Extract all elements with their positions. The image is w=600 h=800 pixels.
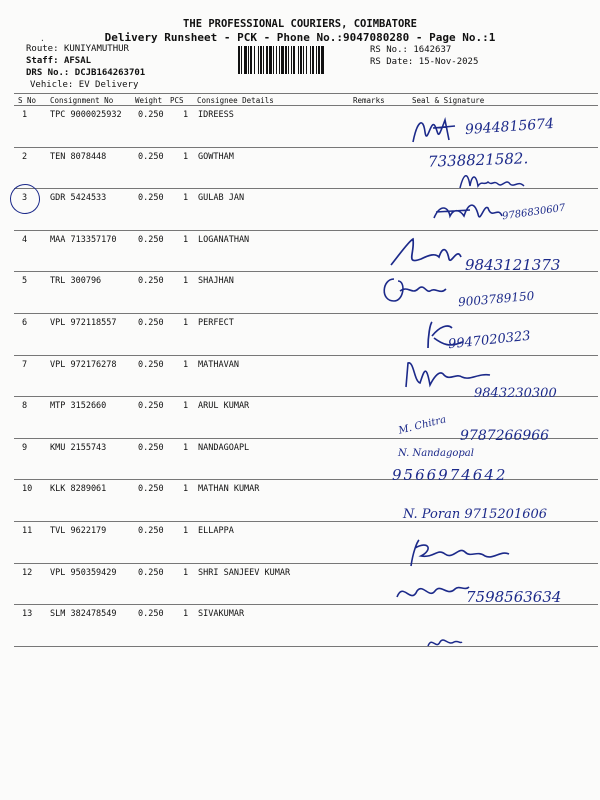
barcode-bar: [303, 46, 304, 74]
barcode-bar: [254, 46, 255, 74]
handwritten-name-8: M. Chitra: [397, 414, 448, 437]
handwritten-phone-3: 9786830607: [501, 202, 567, 223]
cell-consignment: TRL 300796: [50, 276, 102, 287]
barcode-bar: [263, 46, 264, 74]
cell-sno: 2: [22, 151, 28, 162]
cell-consignee: LOGANATHAN: [198, 234, 250, 245]
rs-date-line: [370, 57, 478, 67]
document-subtitle: Delivery Runsheet - PCK - Phone No.:9047080280 - Page No.:1: [104, 31, 496, 44]
barcode-bar: [285, 46, 287, 74]
barcode-bar: [269, 46, 272, 74]
cell-weight: 0.250: [138, 442, 164, 453]
cell-consignment: KMU 2155743: [50, 442, 107, 453]
cell-pcs: 1: [183, 609, 189, 620]
cell-consignment: SLM 382478549: [50, 609, 117, 620]
cell-consignment: MTP 3152660: [50, 401, 107, 412]
cell-weight: 0.250: [138, 484, 164, 495]
rs-no-value: 1642637: [413, 45, 452, 55]
cell-pcs: 1: [183, 567, 189, 578]
cell-consignment: TVL 9622179: [50, 526, 107, 536]
barcode-bar: [298, 46, 299, 74]
handwritten-phone-6: 9947020323: [447, 328, 532, 353]
handwritten-phone-4: 9843121373: [465, 256, 561, 274]
cell-sno: 7: [22, 359, 28, 370]
cell-consignee: SHAJHAN: [198, 276, 234, 287]
route-value: KUNIYAMUTHUR: [63, 44, 129, 54]
barcode-bar: [316, 46, 317, 74]
cell-consignee: NANDAGOAPL: [198, 442, 250, 453]
rs-no-line: [370, 45, 451, 55]
barcode-bar: [258, 46, 259, 74]
cell-weight: 0.250: [138, 193, 164, 204]
staff-value: AFSAL: [63, 56, 92, 66]
col-header-sno: S No: [18, 96, 37, 105]
cell-pcs: 1: [183, 110, 189, 120]
cell-consignee: SIVAKUMAR: [198, 609, 245, 620]
vehicle-label: Vehicle:: [30, 80, 74, 90]
cell-sno: 6: [22, 318, 28, 328]
cell-sno: 11: [22, 526, 33, 536]
cell-weight: 0.250: [138, 359, 164, 370]
stray-mark: ·: [40, 36, 45, 45]
cell-consignment: TEN 8078448: [50, 151, 107, 162]
rs-date-label: RS Date:: [370, 57, 414, 67]
route-label: Route:: [26, 44, 59, 54]
cell-consignee: SHRI SANJEEV KUMAR: [198, 567, 291, 578]
cell-consignee: GULAB JAN: [198, 193, 245, 204]
barcode-bar: [279, 46, 280, 74]
staff-label: Staff:: [26, 56, 59, 66]
cell-sno: 3: [22, 193, 28, 204]
cell-consignee: MATHAN KUMAR: [198, 484, 260, 495]
barcode-bar: [238, 46, 240, 74]
cell-sno: 1: [22, 110, 28, 120]
handwritten-name-9: N. Nandagopal: [398, 448, 474, 459]
rs-no-label: RS No.:: [370, 45, 408, 55]
signature-scrawl-2: [458, 170, 538, 192]
cell-weight: 0.250: [138, 567, 164, 578]
barcode-bar: [250, 46, 252, 74]
cell-pcs: 1: [183, 276, 189, 287]
rs-date-value: 15-Nov-2025: [418, 57, 479, 67]
route-line: [26, 44, 129, 54]
handwritten-phone-5: 9003789150: [457, 288, 535, 310]
barcode-bar: [288, 46, 289, 74]
cell-weight: 0.250: [138, 234, 164, 245]
handwritten-phone-2: 7338821582.: [427, 149, 529, 171]
handwritten-phone-8: 9787266966: [460, 428, 550, 444]
vehicle-line: [30, 80, 138, 90]
cell-sno: 10: [22, 484, 33, 495]
row-rule: [14, 313, 598, 314]
barcode-bar: [244, 46, 247, 74]
cell-consignee: PERFECT: [198, 318, 234, 328]
cell-pcs: 1: [183, 442, 189, 453]
handwritten-phone-10: N. Poran 9715201606: [403, 507, 548, 522]
barcode-bar: [300, 46, 302, 74]
barcode-bar: [248, 46, 249, 74]
cell-pcs: 1: [183, 151, 189, 162]
cell-pcs: 1: [183, 484, 189, 495]
cell-pcs: 1: [183, 193, 189, 204]
cell-consignment: GDR 5424533: [50, 193, 107, 204]
row-rule: [14, 479, 598, 480]
handwritten-phone-12: 7598563634: [466, 588, 562, 606]
barcode-bar: [312, 46, 314, 74]
drs-value: DCJB164263701: [74, 68, 146, 78]
staff-line: [26, 56, 91, 66]
cell-weight: 0.250: [138, 401, 164, 412]
barcode-bar: [293, 46, 295, 74]
handwritten-phone-9: 9566974642: [392, 466, 508, 484]
barcode-bar: [260, 46, 262, 74]
cell-sno: 13: [22, 609, 33, 620]
signature-scrawl-4: [385, 235, 465, 269]
barcode-bar: [276, 46, 277, 74]
cell-weight: 0.250: [138, 151, 164, 162]
col-header-seal: Seal & Signature: [412, 96, 485, 105]
row-rule: [14, 147, 598, 148]
barcode-bar: [266, 46, 268, 74]
cell-consignment: TPC 9000025932: [50, 110, 122, 120]
cell-pcs: 1: [183, 234, 189, 245]
cell-consignee: GOWTHAM: [198, 151, 234, 162]
row-rule: [14, 355, 598, 356]
col-header-pcs: PCS: [170, 96, 184, 105]
cell-weight: 0.250: [138, 526, 164, 536]
barcode-icon: [238, 46, 366, 74]
cell-weight: 0.250: [138, 609, 164, 620]
drs-line: [26, 68, 145, 78]
cell-consignment: MAA 713357170: [50, 234, 117, 245]
cell-pcs: 1: [183, 359, 189, 370]
cell-sno: 5: [22, 276, 28, 287]
cell-sno: 12: [22, 567, 33, 578]
handwritten-phone-7: 9843230300: [474, 386, 557, 401]
handwritten-phone-1: 9944815674: [464, 115, 555, 139]
cell-consignee: IDREESS: [198, 110, 234, 120]
signature-scrawl-5: [378, 273, 458, 307]
cell-weight: 0.250: [138, 318, 164, 328]
cell-consignment: VPL 972176278: [50, 359, 117, 370]
cell-consignee: ELLAPPA: [198, 526, 234, 536]
signature-scrawl-13: [424, 630, 464, 652]
cell-consignee: MATHAVAN: [198, 359, 239, 370]
cell-pcs: 1: [183, 318, 189, 328]
barcode-bar: [241, 46, 242, 74]
barcode-bar: [318, 46, 320, 74]
col-header-consignee: Consignee Details: [197, 96, 274, 105]
cell-consignment: VPL 972118557: [50, 318, 117, 328]
col-header-consignment: Consignment No: [50, 96, 114, 105]
signature-scrawl-12: [393, 577, 473, 605]
circled-row-marker: [8, 182, 43, 217]
vehicle-value: EV Delivery: [78, 80, 139, 90]
barcode-bar: [310, 46, 311, 74]
col-header-weight: Weight: [135, 96, 163, 105]
drs-label: DRS No.:: [26, 68, 70, 78]
cell-pcs: 1: [183, 401, 189, 412]
barcode-bar: [273, 46, 274, 74]
barcode-bar: [321, 46, 324, 74]
barcode-bar: [291, 46, 292, 74]
row-rule: [14, 646, 598, 647]
cell-pcs: 1: [183, 526, 189, 536]
cell-sno: 4: [22, 234, 28, 245]
signature-scrawl-11: [405, 536, 515, 570]
cell-sno: 9: [22, 442, 28, 453]
cell-weight: 0.250: [138, 276, 164, 287]
table-header-rule: [14, 105, 598, 106]
barcode-bar: [306, 46, 307, 74]
cell-consignment: VPL 950359429: [50, 567, 117, 578]
cell-weight: 0.250: [138, 110, 164, 120]
col-header-remarks: Remarks: [353, 96, 385, 105]
table-top-rule: [14, 93, 598, 94]
cell-consignment: KLK 8289061: [50, 484, 107, 495]
barcode-bar: [281, 46, 284, 74]
cell-sno: 8: [22, 401, 28, 412]
document-title: THE PROFESSIONAL COURIERS, COIMBATORE: [183, 18, 417, 30]
signature-scrawl-1: [405, 112, 465, 150]
cell-consignee: ARUL KUMAR: [198, 401, 250, 412]
